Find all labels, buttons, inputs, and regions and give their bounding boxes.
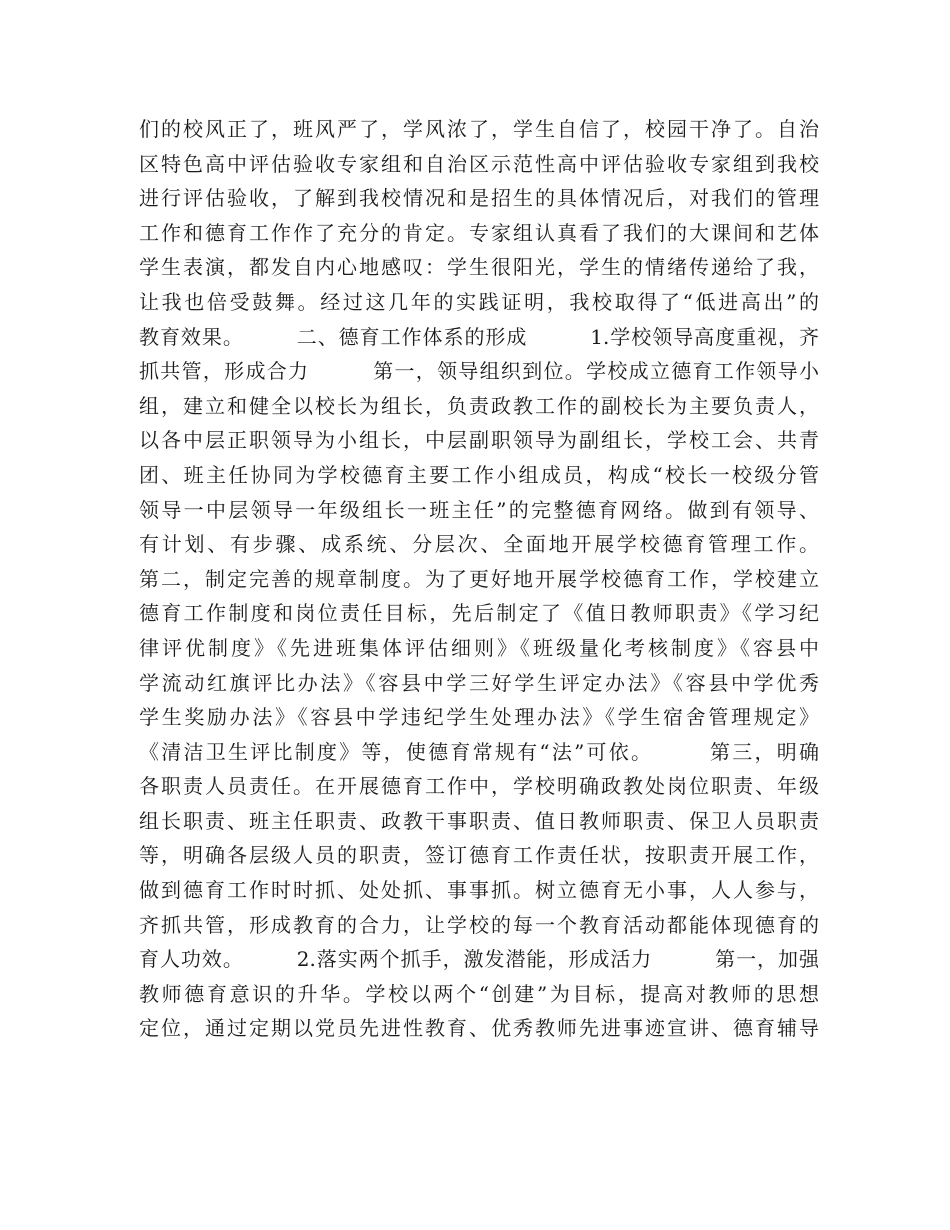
text-line: 组长职责、班主任职责、政教干事职责、值日教师职责、保卫人员职责: [139, 808, 819, 833]
body-text: [139, 112, 819, 1046]
text-line: 第二，制定完善的规章制度。为了更好地开展学校德育工作，学校建立: [139, 566, 819, 591]
text-line: 进行评估验收，了解到我校情况和是招生的具体情况后，对我们的管理: [139, 186, 819, 211]
text-line: 区特色高中评估验收专家组和自治区示范性高中评估验收专家组到我校: [139, 151, 819, 176]
text-line: 们的校风正了，班风严了，学风浓了，学生自信了，校园干净了。自治: [139, 117, 819, 141]
text-line: 学生表演，都发自内心地感叹：学生很阳光，学生的情绪传递给了我，: [139, 255, 819, 280]
text-line: 学流动红旗评比办法》《容县中学三好学生评定办法》《容县中学优秀: [139, 670, 819, 695]
text-line: 组，建立和健全以校长为组长，负责政教工作的副校长为主要负责人，: [139, 393, 819, 418]
text-line: 以各中层正职领导为小组长，中层副职领导为副组长，学校工会、共青: [139, 428, 819, 453]
text-line: 等，明确各层级人员的职责，签订德育工作责任状，按职责开展工作，: [139, 843, 819, 868]
text-line: 学生奖励办法》《容县中学违纪学生处理办法》《学生宿舍管理规定》: [139, 705, 819, 730]
text-line: 教师德育意识的升华。学校以两个“创建”为目标，提高对教师的思想: [139, 981, 819, 1006]
text-line: 齐抓共管，形成教育的合力，让学校的每一个教育活动都能体现德育的: [139, 912, 819, 937]
text-line: 抓共管，形成合力 第一，领导组织到位。学校成立德育工作领导小: [139, 359, 819, 384]
text-line: 各职责人员责任。在开展德育工作中，学校明确政教处岗位职责、年级: [139, 774, 819, 799]
text-line: 教育效果。 二、德育工作体系的形成 1.学校领导高度重视，齐: [139, 324, 819, 349]
text-line: 育人功效。 2.落实两个抓手，激发潜能，形成活力 第一，加强: [139, 947, 819, 972]
text-line: 让我也倍受鼓舞。经过这几年的实践证明，我校取得了“低进高出”的: [139, 289, 819, 314]
text-line: 《清洁卫生评比制度》等，使德育常规有“法”可依。 第三，明确: [139, 739, 819, 764]
text-line: 领导一中层领导一年级组长一班主任”的完整德育网络。做到有领导、: [139, 497, 819, 522]
text-line: 律评优制度》《先进班集体评估细则》《班级量化考核制度》《容县中: [139, 635, 819, 660]
text-line: 定位，通过定期以党员先进性教育、优秀教师先进事迹宣讲、德育辅导: [139, 1016, 819, 1041]
text-line: 德育工作制度和岗位责任目标，先后制定了《值日教师职责》《学习纪: [139, 601, 819, 626]
text-line: 做到德育工作时时抓、处处抓、事事抓。树立德育无小事，人人参与，: [139, 878, 819, 903]
text-line: 有计划、有步骤、成系统、分层次、全面地开展学校德育管理工作。: [139, 532, 819, 557]
text-line: 团、班主任协同为学校德育主要工作小组成员，构成“校长一校级分管: [139, 462, 819, 487]
text-line: 工作和德育工作作了充分的肯定。专家组认真看了我们的大课间和艺体: [139, 220, 819, 245]
